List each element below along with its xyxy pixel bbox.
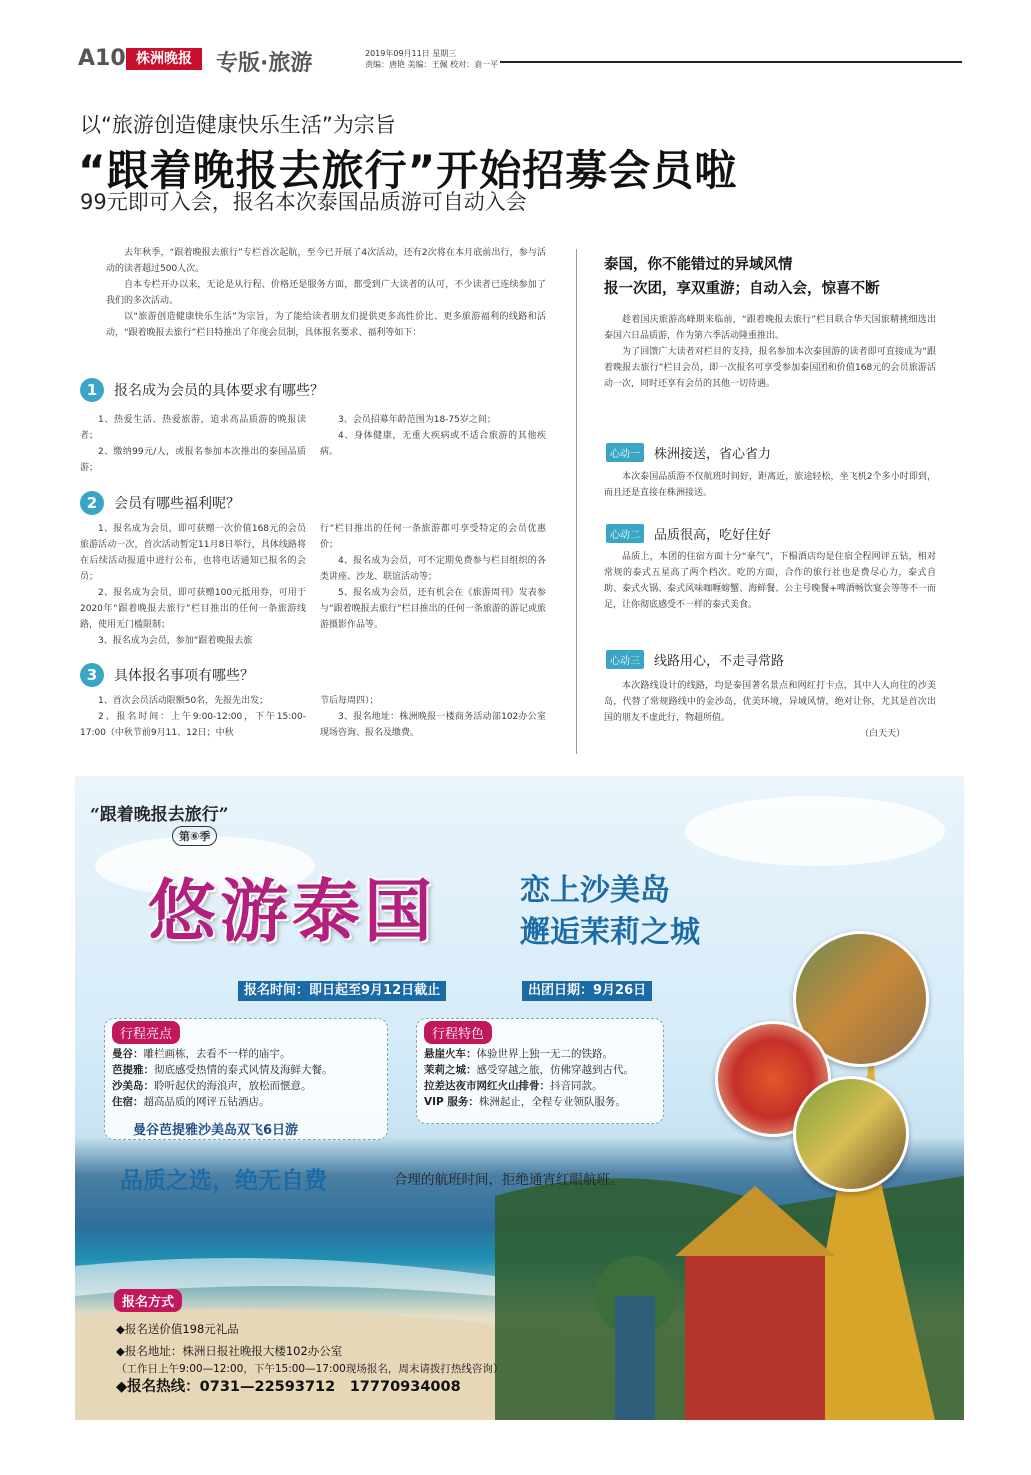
point-tag: 心动二 xyxy=(606,524,644,543)
feature-item: 茉莉之城：感受穿越之旅，仿佛穿越到古代。 xyxy=(424,1064,634,1076)
depart-bar: 出团日期：9月26日 xyxy=(522,981,652,1001)
issue-date: 2019年09月11日 星期三 xyxy=(365,49,457,58)
question-title: 会员有哪些福利呢？ xyxy=(114,496,240,512)
highlight-item: 曼谷：雕栏画栋，去看不一样的庙宇。 xyxy=(112,1048,291,1060)
kicker: 以“旅游创造健康快乐生活”为宗旨 xyxy=(80,113,396,137)
byline: （白天天） xyxy=(860,729,906,739)
feature-item: 拉差达夜市网红火山排骨：抖音同款。 xyxy=(424,1080,603,1092)
body-para: 趁着国庆旅游高峰期来临前，“跟着晚报去旅行”栏目联合华天国旅精挑细选出泰国六日品质游，作为第六季活动隆重推出。 xyxy=(604,315,936,341)
body-para: 本次泰国品质游不仅航班时间好，距离近，旅途轻松，坐飞机2个多小时即到，而且还是直接在株洲接送。 xyxy=(604,472,936,498)
body-para: 2、报名成为会员，即可获赠100元抵用券，可用于2020年“跟着晚报去旅行”栏目推出的任何一条旅游线路，使用无门槛限制； xyxy=(80,588,306,630)
body-para: 行”栏目推出的任何一条旅游都可享受特定的会员优惠价； xyxy=(320,524,546,550)
question-heading xyxy=(80,378,324,402)
reg-line: ◆报名送价值198元礼品 xyxy=(116,1322,239,1336)
section-col xyxy=(80,693,306,741)
deck: 99元即可入会，报名本次泰国品质游可自动入会 xyxy=(80,190,527,214)
body-para: 节后每周四）； xyxy=(320,696,379,706)
ad-season: 第⑥季 xyxy=(172,826,217,846)
body-para: 2、缴纳99元/人，或报名参加本次推出的泰国品质游； xyxy=(80,447,306,473)
body-para: 5、报名成为会员，还有机会在《旅游周刊》发表参与“跟着晚报去旅行”栏目推出的任何一条旅游的游记或旅游摄影作品等。 xyxy=(320,588,546,630)
column-divider xyxy=(576,249,577,754)
point-tag: 心动三 xyxy=(606,650,644,669)
page-number: A10 xyxy=(78,46,126,71)
point-title: 株洲接送，省心省力 xyxy=(654,447,772,462)
point-heading xyxy=(606,650,784,669)
reg-line: （工作日上午9:00—12:00，下午15:00—17:00现场报名，周末请拨打热线咨询） xyxy=(116,1363,504,1375)
ad-tagline-1: 恋上沙美岛 xyxy=(520,873,670,908)
point-tag: 心动一 xyxy=(606,443,644,462)
right-title-1: 泰国，你不能错过的异域风情 xyxy=(604,257,793,273)
section-title: 专版·旅游 xyxy=(216,51,313,76)
quality-sub: 合理的航班时间，拒绝通宵红眼航班。 xyxy=(394,1172,624,1188)
body-para: 1、热爱生活、热爱旅游，追求高品质游的晚报读者； xyxy=(80,415,306,441)
body-para: 3、报名地址：株洲晚报一楼商务活动部102办公室现场咨询、报名及缴费。 xyxy=(320,712,546,738)
highlights-tag: 行程亮点 xyxy=(112,1021,180,1044)
section-col xyxy=(320,693,546,741)
question-heading xyxy=(80,491,240,515)
right-column xyxy=(604,253,940,301)
intro-para: 自本专栏开办以来，无论是从行程、价格还是服务方面，都受到广大读者的认可，不少读者已连续参加了我们的多次活动。 xyxy=(106,280,546,306)
body-para: 品质上，本团的住宿方面十分“豪气”，下榻酒店均是住宿全程网评五钻，相对常规的泰式五星高了两个档次。吃的方面，合作的旅行社也是费尽心力，泰式自助、泰式火锅、泰式风味咖喱螃蟹、海鲜餐、公主号晚餐+啤酒畅饮宴会等等不一而足，让你彻底感受不一样的泰式美食。 xyxy=(604,552,936,610)
ad-tagline xyxy=(520,870,700,954)
highlight-item: 芭提雅：彻底感受热情的泰式风情及海鲜大餐。 xyxy=(112,1064,333,1076)
body-para: 2、报名时间：上午9:00-12:00，下午15:00-17:00（中秋节前9月11、12日；中秋 xyxy=(80,712,306,738)
point-title: 品质很高，吃好住好 xyxy=(654,528,772,543)
masthead-rule xyxy=(500,61,962,63)
section-col xyxy=(320,521,546,633)
features-list xyxy=(424,1046,662,1110)
question-title: 具体报名事项有哪些？ xyxy=(114,668,254,684)
hotline: ◆报名热线：0731—22593712 17770934008 xyxy=(116,1379,461,1395)
feature-item: 悬崖火车：体验世界上独一无二的铁路。 xyxy=(424,1048,613,1060)
route-name: 曼谷芭提雅沙美岛双飞6日游 xyxy=(133,1123,299,1138)
paper-logo: 株洲晚报 xyxy=(126,48,202,70)
point-title: 线路用心，不走寻常路 xyxy=(654,654,785,669)
body-para: 为了回馈广大读者对栏目的支持，报名参加本次泰国游的读者即可直接成为“跟着晚报去旅行”栏目会员，即一次报名可享受参加泰国团和价值168元的会员旅游活动一次，同时还享有会员的其他一切待遇。 xyxy=(604,347,936,389)
right-intro xyxy=(604,312,936,392)
intro-para: 以“旅游创造健康快乐生活”为宗旨，为了能给读者朋友们提供更多高性价比、更多旅游福利的线路和活动，“跟着晚报去旅行”栏目特推出了年度会员制，具体报名要求、福利等如下： xyxy=(106,312,546,338)
body-para: 本次路线设计的线路，均是泰国著名景点和网红打卡点，其中人人向往的沙美岛，代替了常规路线中的金沙岛，优美环境，异域风情，绝对让你，尤其是首次出国的朋友不虚此行，物超所值。 xyxy=(604,681,936,723)
section-col xyxy=(320,412,546,460)
highlight-item: 住宿：超高品质的网评五钻酒店。 xyxy=(112,1096,270,1108)
intro-para: 去年秋季，“跟着晚报去旅行”专栏首次起航，至今已开展了4次活动，还有2次将在本月底前出行，参与活动的读者超过500人次。 xyxy=(106,248,546,274)
right-title-2: 报一次团，享双重游；自动入会，惊喜不断 xyxy=(604,281,880,297)
point-heading xyxy=(606,524,771,543)
point-text xyxy=(604,549,936,613)
point-text xyxy=(604,678,936,726)
point-text xyxy=(604,469,936,501)
feature-item: VIP 服务：株洲起止，全程专业领队服务。 xyxy=(424,1096,626,1108)
registration-info xyxy=(116,1318,503,1398)
body-para: 3、报名成为会员，参加“跟着晚报去旅 xyxy=(98,636,253,646)
body-para: 1、报名成为会员，即可获赠一次价值168元的会员旅游活动一次，首次活动暂定11月8日举行，具体线路将在后续活动报道中进行公布，也将电话通知已报名的会员； xyxy=(80,524,306,582)
reg-line: ◆报名地址：株洲日报社晚报大楼102办公室 xyxy=(116,1344,343,1358)
point-heading xyxy=(606,443,771,462)
ad-tagline-2: 邂逅茉莉之城 xyxy=(520,915,700,950)
registration-tag: 报名方式 xyxy=(114,1289,182,1312)
ad-series: “跟着晚报去旅行” xyxy=(90,805,229,825)
body-para: 4、身体健康，无重大疾病或不适合旅游的其他疾病。 xyxy=(320,431,546,457)
issue-editors: 责编：唐艳 美编：王佩 校对：袁一平 xyxy=(365,60,499,69)
features-tag: 行程特色 xyxy=(424,1021,492,1044)
section-col xyxy=(80,412,306,476)
question-number: 2 xyxy=(80,491,104,515)
highlights-list xyxy=(112,1046,384,1110)
question-number: 1 xyxy=(80,378,104,402)
ad-title: 悠游泰国 xyxy=(148,872,437,952)
intro-text xyxy=(106,245,546,341)
issue-meta xyxy=(365,48,498,70)
reg-time-bar: 报名时间：即日起至9月12日截止 xyxy=(238,981,446,1001)
quality-slogan: 品质之选，绝无自费 xyxy=(120,1167,327,1194)
body-para: 3、会员招募年龄范围为18-75岁之间； xyxy=(338,415,496,425)
question-title: 报名成为会员的具体要求有哪些？ xyxy=(114,383,324,399)
question-number: 3 xyxy=(80,663,104,687)
highlight-item: 沙美岛：聆听起伏的海浪声，放松而惬意。 xyxy=(112,1080,312,1092)
section-col xyxy=(80,521,306,649)
question-heading xyxy=(80,663,254,687)
body-para: 1、首次会员活动限额50名，先报先出发； xyxy=(98,696,269,706)
headline: “跟着晚报去旅行”开始招募会员啦 xyxy=(78,146,738,195)
market-photo xyxy=(793,1076,909,1192)
body-para: 4、报名成为会员，可不定期免费参与栏目组织的各类讲座、沙龙、联谊活动等； xyxy=(320,556,546,582)
